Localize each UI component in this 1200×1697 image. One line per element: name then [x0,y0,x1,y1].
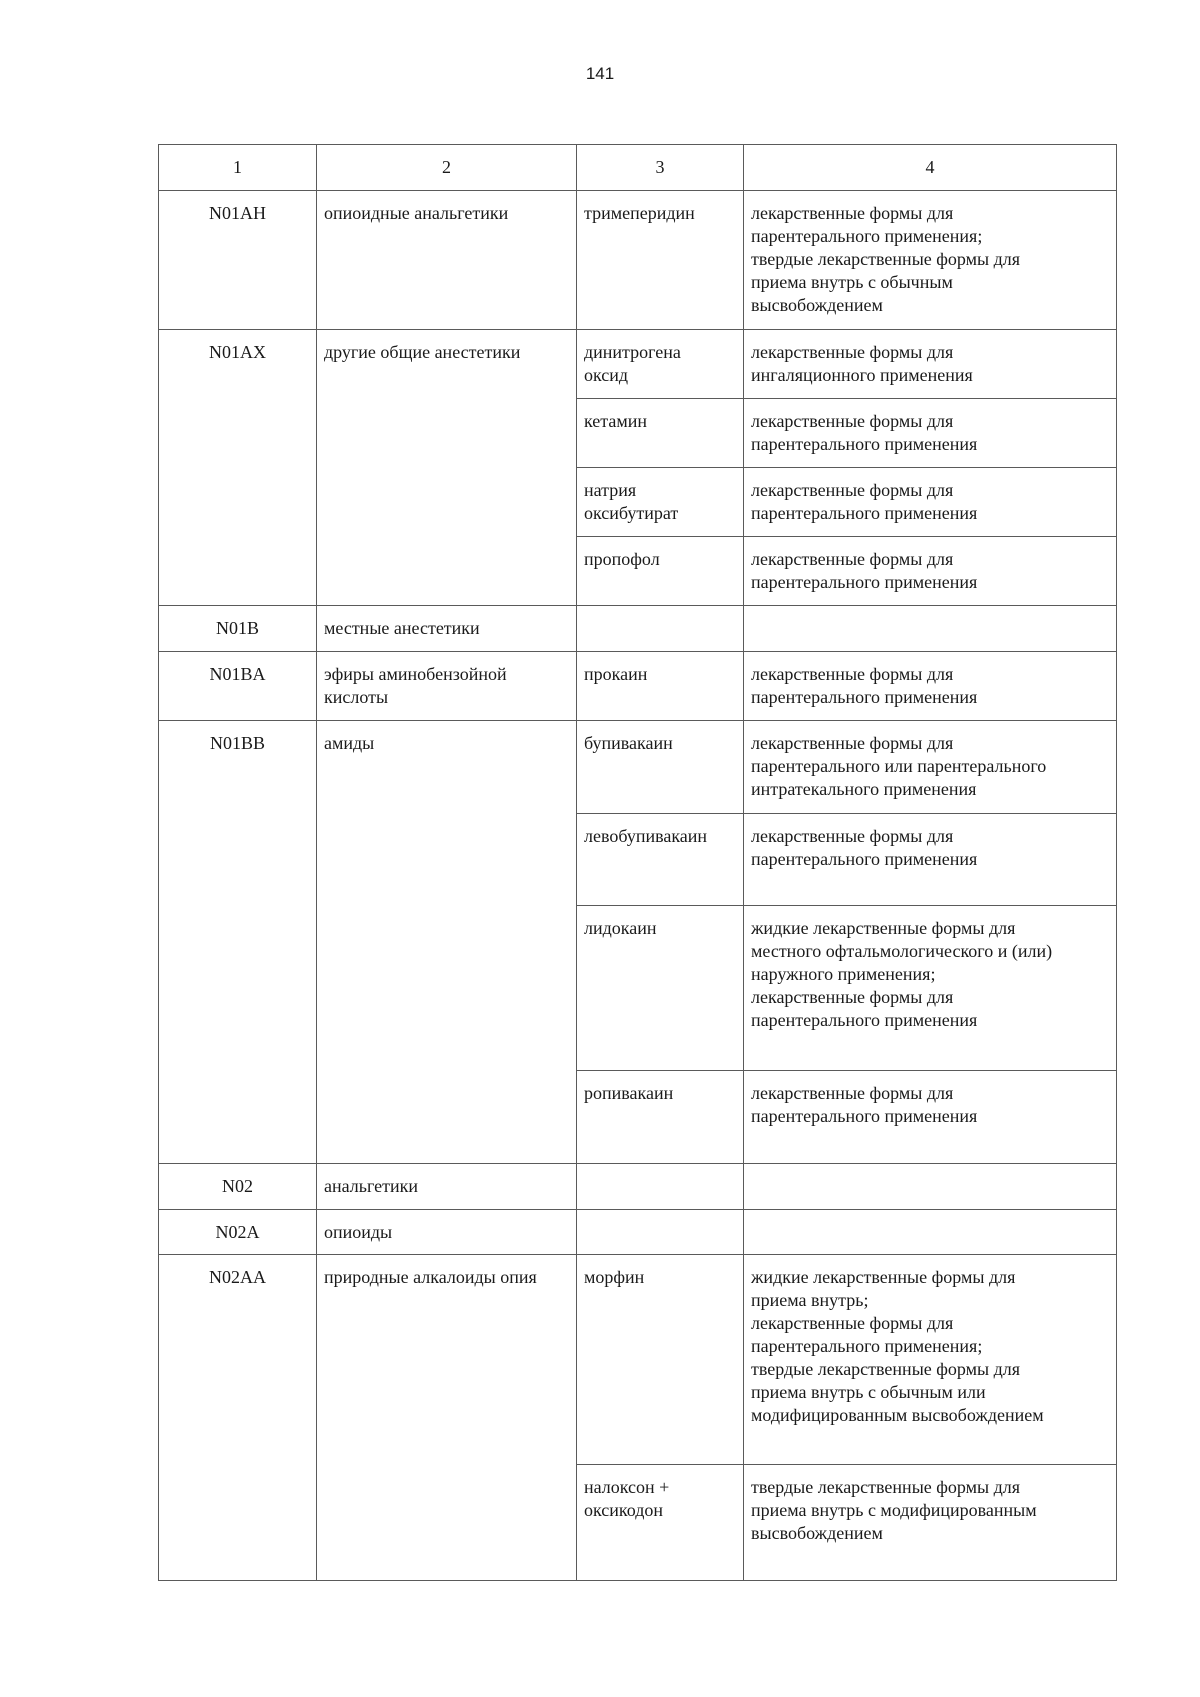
cell-line: парентерального применения [751,503,978,523]
dosage-forms-cell [744,721,1117,814]
cell-line: приема внутрь с модифицированным [751,1500,1037,1520]
cell-line: интратекального применения [751,779,977,799]
drug-name-cell [577,1164,744,1210]
group-name-cell: опиоиды [317,1210,577,1255]
drug-name-cell: ропивакаин [577,1071,744,1164]
cell-line: динитрогена [584,342,681,362]
drug-name-cell: левобупивакаин [577,814,744,906]
cell-line: лекарственные формы для [751,411,954,431]
dosage-forms-cell [744,1465,1117,1581]
page-number: 141 [585,64,615,83]
cell-line: оксикодон [584,1500,664,1520]
cell-line: приема внутрь с обычным или [751,1382,986,1402]
table-row [159,330,1117,399]
group-name-cell: местные анестетики [317,606,577,652]
cell-line: парентерального применения [751,434,978,454]
drug-name-cell: морфин [577,1255,744,1465]
table-row [159,606,1117,652]
cell-line: лекарственные формы для [751,733,954,753]
cell-line: модифицированным высвобождением [751,1405,1044,1425]
drug-name-cell: бупивакаин [577,721,744,814]
drug-name-cell: кетамин [577,399,744,468]
cell-line: высвобождением [751,295,883,315]
atc-code-cell: N02AA [159,1255,317,1581]
drug-name-cell: тримеперидин [577,191,744,330]
cell-line: ингаляционного применения [751,365,973,385]
table-row [159,1255,1117,1465]
dosage-forms-cell [744,330,1117,399]
cell-line: парентерального применения; [751,226,983,246]
drug-name-cell [577,606,744,652]
atc-code-cell: N01B [159,606,317,652]
table-row [159,1210,1117,1255]
header-col-1: 1 [159,145,317,191]
cell-line: оксибутират [584,503,679,523]
header-col-2: 2 [317,145,577,191]
drug-classification-table [158,144,1117,1581]
atc-code-cell: N01AX [159,330,317,606]
cell-line: твердые лекарственные формы для [751,249,1021,269]
cell-line: местного офтальмологического и (или) [751,941,1053,961]
cell-line: лекарственные формы для [751,826,954,846]
cell-line: лекарственные формы для [751,342,954,362]
cell-line: твердые лекарственные формы для [751,1477,1021,1497]
cell-line: натрия [584,480,637,500]
cell-line: наружного применения; [751,964,936,984]
group-name-cell: амиды [317,721,577,1164]
cell-line: парентерального применения [751,849,978,869]
cell-line: кислоты [324,687,389,707]
cell-line: лекарственные формы для [751,987,954,1007]
dosage-forms-cell [744,1210,1117,1255]
table-row [159,1164,1117,1210]
cell-line: лекарственные формы для [751,1083,954,1103]
cell-line: парентерального применения [751,572,978,592]
dosage-forms-cell [744,906,1117,1071]
table-row [159,191,1117,330]
atc-code-cell: N02A [159,1210,317,1255]
dosage-forms-cell [744,399,1117,468]
table-header-row [159,145,1117,191]
cell-line: высвобождением [751,1523,883,1543]
cell-line: приема внутрь; [751,1290,869,1310]
group-name-cell [317,652,577,721]
group-name-cell: другие общие анестетики [317,330,577,606]
dosage-forms-cell [744,1071,1117,1164]
dosage-forms-cell [744,814,1117,906]
drug-name-cell [577,330,744,399]
drug-name-cell [577,468,744,537]
cell-line: эфиры аминобензойной [324,664,507,684]
cell-line: парентерального применения [751,1106,978,1126]
dosage-forms-cell [744,1255,1117,1465]
cell-line: парентерального или парентерального [751,756,1047,776]
dosage-forms-cell [744,652,1117,721]
cell-line: лекарственные формы для [751,664,954,684]
cell-line: твердые лекарственные формы для [751,1359,1021,1379]
cell-line: лекарственные формы для [751,549,954,569]
atc-code-cell: N01AH [159,191,317,330]
cell-line: лекарственные формы для [751,1313,954,1333]
table-row [159,652,1117,721]
cell-line: налоксон + [584,1477,670,1497]
dosage-forms-cell [744,537,1117,606]
cell-line: парентерального применения [751,1010,978,1030]
cell-line: лекарственные формы для [751,480,954,500]
cell-line: жидкие лекарственные формы для [751,918,1016,938]
drug-name-cell: пропофол [577,537,744,606]
drug-name-cell: лидокаин [577,906,744,1071]
cell-line: оксид [584,365,629,385]
cell-line: приема внутрь с обычным [751,272,953,292]
dosage-forms-cell [744,468,1117,537]
drug-name-cell [577,1210,744,1255]
cell-line: жидкие лекарственные формы для [751,1267,1016,1287]
group-name-cell: природные алкалоиды опия [317,1255,577,1581]
dosage-forms-cell [744,1164,1117,1210]
atc-code-cell: N01BB [159,721,317,1164]
header-col-4: 4 [744,145,1117,191]
header-col-3: 3 [577,145,744,191]
atc-code-cell: N02 [159,1164,317,1210]
drug-name-cell: прокаин [577,652,744,721]
cell-line: парентерального применения [751,687,978,707]
group-name-cell: анальгетики [317,1164,577,1210]
dosage-forms-cell [744,606,1117,652]
group-name-cell: опиоидные анальгетики [317,191,577,330]
atc-code-cell: N01BA [159,652,317,721]
cell-line: лекарственные формы для [751,203,954,223]
dosage-forms-cell [744,191,1117,330]
table-row [159,721,1117,814]
cell-line: парентерального применения; [751,1336,983,1356]
drug-name-cell [577,1465,744,1581]
